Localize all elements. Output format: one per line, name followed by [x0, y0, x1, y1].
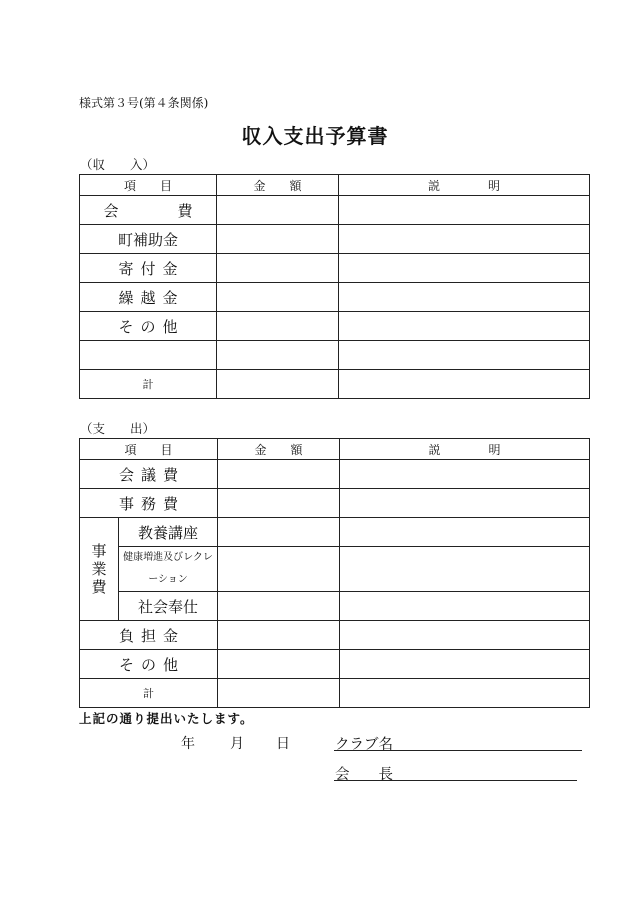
expense-row — [80, 650, 590, 679]
expense-item-culture-lecture: 教養講座 — [119, 518, 218, 547]
income-header-row — [80, 175, 590, 196]
form-number: 様式第３号(第４条関係) — [79, 96, 209, 110]
income-amount-cell[interactable] — [217, 196, 339, 225]
income-row — [80, 312, 590, 341]
expense-row — [80, 518, 590, 547]
income-header-item: 項 目 — [80, 175, 217, 196]
income-item-other: その他 — [80, 312, 217, 341]
expense-amount-cell[interactable] — [218, 650, 340, 679]
expense-item-contribution: 負担金 — [80, 621, 218, 650]
income-header-amount: 金 額 — [217, 175, 339, 196]
income-amount-cell[interactable] — [217, 254, 339, 283]
document-title: 収入支出予算書 — [241, 124, 389, 148]
income-item-carryover: 繰越金 — [80, 283, 217, 312]
club-name-underline[interactable] — [334, 750, 582, 751]
income-amount-cell[interactable] — [217, 283, 339, 312]
income-item-membership-fee: 会 費 — [80, 196, 217, 225]
expense-description-cell[interactable] — [340, 547, 590, 592]
expense-row — [80, 592, 590, 621]
expense-group-label — [80, 518, 119, 621]
expense-total-label: 計 — [80, 679, 218, 708]
chair-underline[interactable] — [334, 780, 577, 781]
income-amount-cell[interactable] — [217, 225, 339, 254]
income-item-blank[interactable] — [80, 341, 217, 370]
date-year-label: 年 — [181, 736, 195, 752]
income-row — [80, 341, 590, 370]
expense-total-description-cell[interactable] — [340, 679, 590, 708]
income-row — [80, 254, 590, 283]
expense-amount-cell[interactable] — [218, 547, 340, 592]
submission-note: 上記の通り提出いたします。 — [79, 711, 254, 726]
income-amount-cell[interactable] — [217, 341, 339, 370]
expense-amount-cell[interactable] — [218, 592, 340, 621]
income-row — [80, 283, 590, 312]
expense-item-meeting: 会議費 — [80, 460, 218, 489]
expense-total-row — [80, 679, 590, 708]
income-total-amount-cell[interactable] — [217, 370, 339, 399]
income-row — [80, 225, 590, 254]
expense-amount-cell[interactable] — [218, 460, 340, 489]
expense-row — [80, 460, 590, 489]
income-section-label: （収 入） — [80, 157, 156, 172]
income-total-description-cell[interactable] — [339, 370, 590, 399]
expense-description-cell[interactable] — [340, 518, 590, 547]
expense-amount-cell[interactable] — [218, 621, 340, 650]
income-description-cell[interactable] — [339, 196, 590, 225]
income-total-row — [80, 370, 590, 399]
expense-description-cell[interactable] — [340, 489, 590, 518]
expense-description-cell[interactable] — [340, 460, 590, 489]
income-description-cell[interactable] — [339, 225, 590, 254]
expense-item-other: その他 — [80, 650, 218, 679]
expense-group-label-text: 事業費 — [91, 542, 107, 596]
date-day-label: 日 — [276, 736, 290, 752]
income-amount-cell[interactable] — [217, 312, 339, 341]
income-description-cell[interactable] — [339, 283, 590, 312]
expense-total-amount-cell[interactable] — [218, 679, 340, 708]
expense-item-office: 事務費 — [80, 489, 218, 518]
expense-description-cell[interactable] — [340, 621, 590, 650]
income-description-cell[interactable] — [339, 312, 590, 341]
income-header-description: 説 明 — [339, 175, 590, 196]
expense-row — [80, 621, 590, 650]
chair-label: 会 長 — [335, 767, 393, 783]
expense-row — [80, 489, 590, 518]
expense-amount-cell[interactable] — [218, 518, 340, 547]
income-item-town-subsidy: 町補助金 — [80, 225, 217, 254]
income-description-cell[interactable] — [339, 341, 590, 370]
expense-header-row — [80, 439, 590, 460]
expense-item-social-service: 社会奉仕 — [119, 592, 218, 621]
expense-header-item: 項 目 — [80, 439, 218, 460]
expense-section-label: （支 出） — [80, 421, 156, 436]
expense-header-amount: 金 額 — [218, 439, 340, 460]
expense-description-cell[interactable] — [340, 650, 590, 679]
expense-table — [79, 438, 590, 708]
income-item-donation: 寄付金 — [80, 254, 217, 283]
club-name-label: クラブ名 — [335, 737, 393, 753]
income-description-cell[interactable] — [339, 254, 590, 283]
expense-item-health-recreation: 健康増進及びレクレーション — [119, 547, 218, 592]
expense-description-cell[interactable] — [340, 592, 590, 621]
expense-header-description: 説 明 — [340, 439, 590, 460]
expense-row — [80, 547, 590, 592]
income-total-label: 計 — [80, 370, 217, 399]
income-row — [80, 196, 590, 225]
expense-amount-cell[interactable] — [218, 489, 340, 518]
date-month-label: 月 — [230, 736, 244, 752]
income-table — [79, 174, 590, 399]
